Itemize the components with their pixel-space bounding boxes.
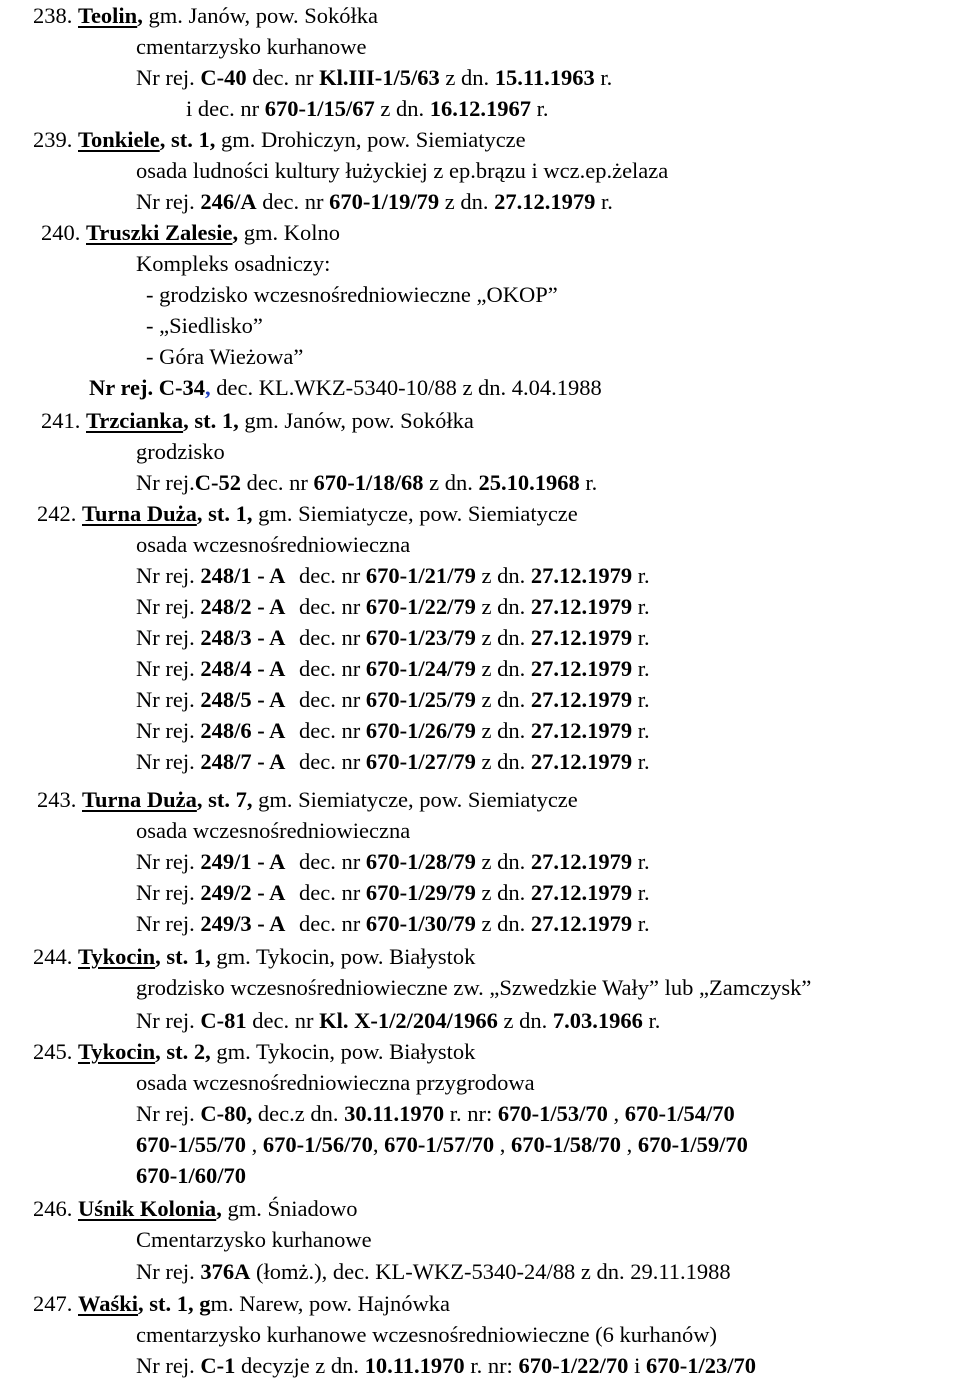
site-station: st. 1, [208, 501, 253, 526]
dec-date: 27.12.1979 [530, 849, 633, 874]
dec-prefix: dec. nr [293, 880, 366, 905]
place-name: Teolin [78, 3, 138, 28]
reg-prefix: Nr rej. [136, 594, 201, 619]
reg-number: 248/2 - A [200, 594, 286, 619]
date-prefix: z dn. [497, 1008, 553, 1033]
dec-number: 670-1/56/70 [262, 1132, 373, 1157]
registry-line [136, 62, 612, 93]
dec-number: 670-1/28/79 [365, 849, 476, 874]
dec-prefix: i dec. nr [186, 96, 265, 121]
registry-line [89, 372, 602, 403]
dec-date: 27.12.1979 [530, 594, 633, 619]
dec-prefix: decyzje z dn. [235, 1353, 365, 1378]
reg-number: C-34 [158, 375, 206, 400]
registry-line [136, 1098, 735, 1129]
nr-prefix: r. nr: [444, 1101, 498, 1126]
place-name: Tonkiele [78, 127, 160, 152]
registry-line [136, 653, 650, 684]
location: gm. Janów, pow. Sokółka [148, 3, 379, 28]
reg-prefix: Nr rej. [136, 1259, 201, 1284]
site-station: st. 7, [208, 787, 253, 812]
dec-number: 670-1/59/70 [637, 1132, 748, 1157]
site-component: - Góra Wieżowa” [146, 344, 304, 369]
entry-number: 245. [33, 1039, 73, 1064]
dec-number: 670-1/26/79 [365, 718, 476, 743]
dec-text: (łomż.), dec. KL-WKZ-5340-24/88 z dn. 29.11.1988 [250, 1259, 731, 1284]
separator: , [232, 220, 244, 245]
reg-prefix: Nr rej. [89, 375, 159, 400]
reg-number: C-80, [200, 1101, 253, 1126]
dec-date: 30.11.1970 [344, 1101, 445, 1126]
reg-number: 249/1 - A [200, 849, 286, 874]
entry-heading [33, 1036, 475, 1067]
reg-number: 248/3 - A [200, 625, 286, 650]
place-name: Waśki [78, 1291, 139, 1316]
dec-number: 670-1/24/79 [365, 656, 476, 681]
dec-date: 27.12.1979 [530, 911, 633, 936]
dec-prefix: dec. nr [246, 65, 320, 90]
entry-number: 246. [33, 1196, 73, 1221]
reg-prefix: Nr rej. [136, 189, 201, 214]
reg-comma: , [205, 375, 211, 400]
entry-heading [33, 1193, 357, 1224]
reg-prefix: Nr rej. [136, 911, 201, 936]
dec-prefix: dec. nr [293, 594, 366, 619]
place-name: Uśnik Kolonia [78, 1196, 217, 1221]
date-prefix: z dn. [374, 96, 430, 121]
dec-number: 670-1/54/70 [624, 1101, 735, 1126]
reg-prefix: Nr rej. [136, 1101, 201, 1126]
date-prefix: z dn. [423, 470, 479, 495]
date-suffix: r. [632, 880, 650, 905]
site-station: st. 2, [166, 1039, 211, 1064]
reg-prefix: Nr rej. [136, 880, 201, 905]
dec-number: 670-1/18/68 [313, 470, 424, 495]
dec-prefix: dec. nr [293, 911, 366, 936]
location: gm. Siemiatycze, pow. Siemiatycze [252, 787, 578, 812]
date-prefix: z dn. [475, 594, 531, 619]
dec-number: 670-1/19/79 [329, 189, 440, 214]
entry-heading [33, 124, 526, 155]
registry-line [186, 93, 548, 124]
dec-date: 27.12.1979 [494, 189, 596, 214]
date-suffix: r. [642, 1008, 661, 1033]
dec-number: 670-1/23/70 [645, 1353, 756, 1378]
dec-date: 10.11.1970 [364, 1353, 465, 1378]
reg-prefix: Nr rej. [136, 625, 201, 650]
entry-heading [37, 498, 578, 529]
registry-line [136, 1350, 756, 1381]
date-prefix: z dn. [439, 189, 495, 214]
date-suffix: r. [632, 563, 650, 588]
entry-number: 240. [41, 220, 81, 245]
entry-number: 238. [33, 3, 73, 28]
reg-number: 249/2 - A [200, 880, 286, 905]
site-station: st. 1, [166, 944, 211, 969]
reg-prefix: Nr rej. [136, 687, 201, 712]
separator: , [183, 408, 195, 433]
date-prefix: z dn. [475, 718, 531, 743]
site-type: Kompleks osadniczy: [136, 251, 331, 276]
date-suffix: r. [632, 625, 650, 650]
date-suffix: r. [594, 65, 613, 90]
site-station: st. 1, g [149, 1291, 211, 1316]
date-suffix: r. [632, 749, 650, 774]
dec-prefix: dec. nr [293, 849, 366, 874]
dec-date: 16.12.1967 [429, 96, 531, 121]
reg-prefix: Nr rej. [136, 749, 201, 774]
dec-number: 670-1/29/79 [365, 880, 476, 905]
registry-line [136, 877, 650, 908]
dec-prefix: dec. nr [293, 687, 366, 712]
reg-prefix: Nr rej. [136, 65, 201, 90]
reg-number: C-52 [194, 470, 241, 495]
entry-heading [41, 405, 474, 436]
separator: , [155, 1039, 167, 1064]
site-type: osada ludności kultury łużyckiej z ep.brązu i wcz.ep.żelaza [136, 158, 669, 183]
entry-heading [33, 941, 475, 972]
entry-number: 243. [37, 787, 77, 812]
reg-prefix: Nr rej. [136, 849, 201, 874]
registry-line [136, 591, 650, 622]
date-suffix: r. [632, 656, 650, 681]
dec-text: dec. KL.WKZ-5340-10/88 z dn. 4.04.1988 [210, 375, 602, 400]
registry-line [136, 1160, 246, 1191]
registry-line [136, 715, 650, 746]
registry-line [136, 1005, 660, 1036]
dec-date: 27.12.1979 [530, 880, 633, 905]
separator: , [216, 1196, 228, 1221]
dec-prefix: dec. nr [246, 1008, 320, 1033]
dec-date: 27.12.1979 [530, 656, 633, 681]
site-type: cmentarzysko kurhanowe wczesnośredniowieczne (6 kurhanów) [136, 1322, 718, 1347]
registry-line [136, 560, 650, 591]
list-sep: , [246, 1132, 263, 1157]
dec-number: 670-1/25/79 [365, 687, 476, 712]
place-name: Tykocin [78, 1039, 156, 1064]
location: gm. Tykocin, pow. Białystok [210, 1039, 476, 1064]
site-type: grodzisko [136, 439, 225, 464]
dec-number: 670-1/23/79 [365, 625, 476, 650]
list-sep: , [621, 1132, 638, 1157]
date-suffix: r. [632, 911, 650, 936]
place-name: Truszki Zalesie [86, 220, 233, 245]
date-prefix: z dn. [439, 65, 495, 90]
dec-number: 670-1/60/70 [136, 1163, 246, 1188]
place-name: Tykocin [78, 944, 156, 969]
reg-prefix: Nr rej. [136, 1008, 201, 1033]
location: gm. Tykocin, pow. Białystok [210, 944, 476, 969]
registry-line [136, 1129, 748, 1160]
entry-number: 239. [33, 127, 73, 152]
dec-date: 27.12.1979 [530, 625, 633, 650]
dec-date: 15.11.1963 [494, 65, 595, 90]
reg-number: C-81 [200, 1008, 247, 1033]
site-component: - „Siedlisko” [146, 313, 263, 338]
location: gm. Janów, pow. Sokółka [238, 408, 474, 433]
dec-number: 670-1/27/79 [365, 749, 476, 774]
dec-prefix: dec. nr [240, 470, 314, 495]
reg-number: 248/5 - A [200, 687, 286, 712]
date-suffix: r. [632, 594, 650, 619]
entry-number: 244. [33, 944, 73, 969]
registry-line [136, 684, 650, 715]
nr-prefix: r. nr: [464, 1353, 519, 1378]
dec-prefix: dec. nr [293, 749, 366, 774]
list-sep: , [607, 1101, 625, 1126]
site-type: osada wczesnośredniowieczna [136, 818, 411, 843]
registry-line [136, 622, 650, 653]
dec-number: 670-1/55/70 [136, 1132, 246, 1157]
registry-line [136, 746, 650, 777]
reg-number: 376A [200, 1259, 251, 1284]
reg-prefix: Nr rej. [136, 656, 201, 681]
separator: , [155, 944, 167, 969]
dec-prefix: dec. nr [293, 625, 366, 650]
location: gm. Drohiczyn, pow. Siemiatycze [215, 127, 526, 152]
list-sep: i [628, 1353, 646, 1378]
dec-date: 27.12.1979 [530, 687, 633, 712]
date-suffix: r. [632, 849, 650, 874]
dec-date: 7.03.1966 [552, 1008, 643, 1033]
site-type: osada wczesnośredniowieczna [136, 532, 411, 557]
date-suffix: r. [632, 687, 650, 712]
registry-line [136, 908, 650, 939]
separator: , [159, 127, 171, 152]
date-suffix: r. [595, 189, 613, 214]
dec-prefix: dec. nr [293, 563, 366, 588]
site-station: st. 1, [170, 127, 216, 152]
site-type: cmentarzysko kurhanowe [136, 34, 367, 59]
reg-number: 248/4 - A [200, 656, 286, 681]
registry-line [136, 846, 650, 877]
separator: , [138, 1291, 150, 1316]
date-prefix: z dn. [475, 749, 531, 774]
date-prefix: z dn. [475, 880, 531, 905]
date-suffix: r. [579, 470, 598, 495]
dec-number: 670-1/21/79 [365, 563, 476, 588]
reg-prefix: Nr rej. [136, 718, 201, 743]
dec-prefix: dec. nr [293, 656, 366, 681]
dec-number: Kl.III-1/5/63 [319, 65, 440, 90]
registry-line [136, 1256, 731, 1287]
reg-number: C-1 [200, 1353, 236, 1378]
date-prefix: z dn. [475, 687, 531, 712]
separator: , [196, 501, 209, 526]
reg-number: C-40 [200, 65, 247, 90]
date-prefix: z dn. [475, 563, 531, 588]
dec-number: 670-1/30/79 [365, 911, 476, 936]
entry-heading [37, 784, 578, 815]
site-component: - grodzisko wczesnośredniowieczne „OKOP” [146, 282, 558, 307]
dec-prefix: dec.z dn. [252, 1101, 345, 1126]
date-prefix: z dn. [475, 911, 531, 936]
place-name: Turna Duża [82, 501, 197, 526]
entry-heading [41, 217, 340, 248]
reg-prefix: Nr rej. [136, 563, 201, 588]
registry-line [136, 467, 597, 498]
list-sep: , [372, 1132, 385, 1157]
entry-heading [33, 0, 378, 31]
registry-line [136, 186, 613, 217]
place-name: Turna Duża [82, 787, 197, 812]
dec-date: 25.10.1968 [478, 470, 580, 495]
date-prefix: z dn. [475, 849, 531, 874]
dec-prefix: dec. nr [256, 189, 330, 214]
location: gm. Kolno [243, 220, 340, 245]
site-type: osada wczesnośredniowieczna przygrodowa [136, 1070, 535, 1095]
entry-number: 247. [33, 1291, 73, 1316]
location: m. Narew, pow. Hajnówka [210, 1291, 451, 1316]
reg-number: 248/6 - A [200, 718, 286, 743]
site-type: Cmentarzysko kurhanowe [136, 1227, 372, 1252]
dec-number: 670-1/22/79 [365, 594, 476, 619]
separator: , [137, 3, 149, 28]
entry-heading [33, 1288, 450, 1319]
dec-number: 670-1/22/70 [518, 1353, 629, 1378]
dec-number: Kl. X-1/2/204/1966 [319, 1008, 498, 1033]
entry-number: 242. [37, 501, 77, 526]
reg-prefix: Nr rej. [136, 1353, 201, 1378]
list-sep: , [494, 1132, 511, 1157]
dec-number: 670-1/57/70 [384, 1132, 495, 1157]
location: gm. Siemiatycze, pow. Siemiatycze [252, 501, 578, 526]
date-suffix: r. [530, 96, 549, 121]
entry-number: 241. [41, 408, 81, 433]
dec-number: 670-1/58/70 [511, 1132, 621, 1157]
place-name: Trzcianka [86, 408, 184, 433]
site-station: st. 1, [194, 408, 239, 433]
reg-number: 246/A [200, 189, 257, 214]
reg-number: 249/3 - A [200, 911, 286, 936]
reg-number: 248/1 - A [200, 563, 286, 588]
dec-number: 670-1/15/67 [264, 96, 375, 121]
date-prefix: z dn. [475, 656, 531, 681]
dec-prefix: dec. nr [293, 718, 366, 743]
dec-number: 670-1/53/70 [497, 1101, 608, 1126]
dec-date: 27.12.1979 [530, 563, 633, 588]
date-suffix: r. [632, 718, 650, 743]
dec-date: 27.12.1979 [530, 718, 633, 743]
site-type: grodzisko wczesnośredniowieczne zw. „Szwedzkie Wały” lub „Zamczysk” [136, 975, 812, 1000]
separator: , [196, 787, 209, 812]
reg-number: 248/7 - A [200, 749, 286, 774]
dec-date: 27.12.1979 [530, 749, 633, 774]
reg-prefix: Nr rej. [136, 470, 195, 495]
location: gm. Śniadowo [227, 1196, 358, 1221]
date-prefix: z dn. [475, 625, 531, 650]
